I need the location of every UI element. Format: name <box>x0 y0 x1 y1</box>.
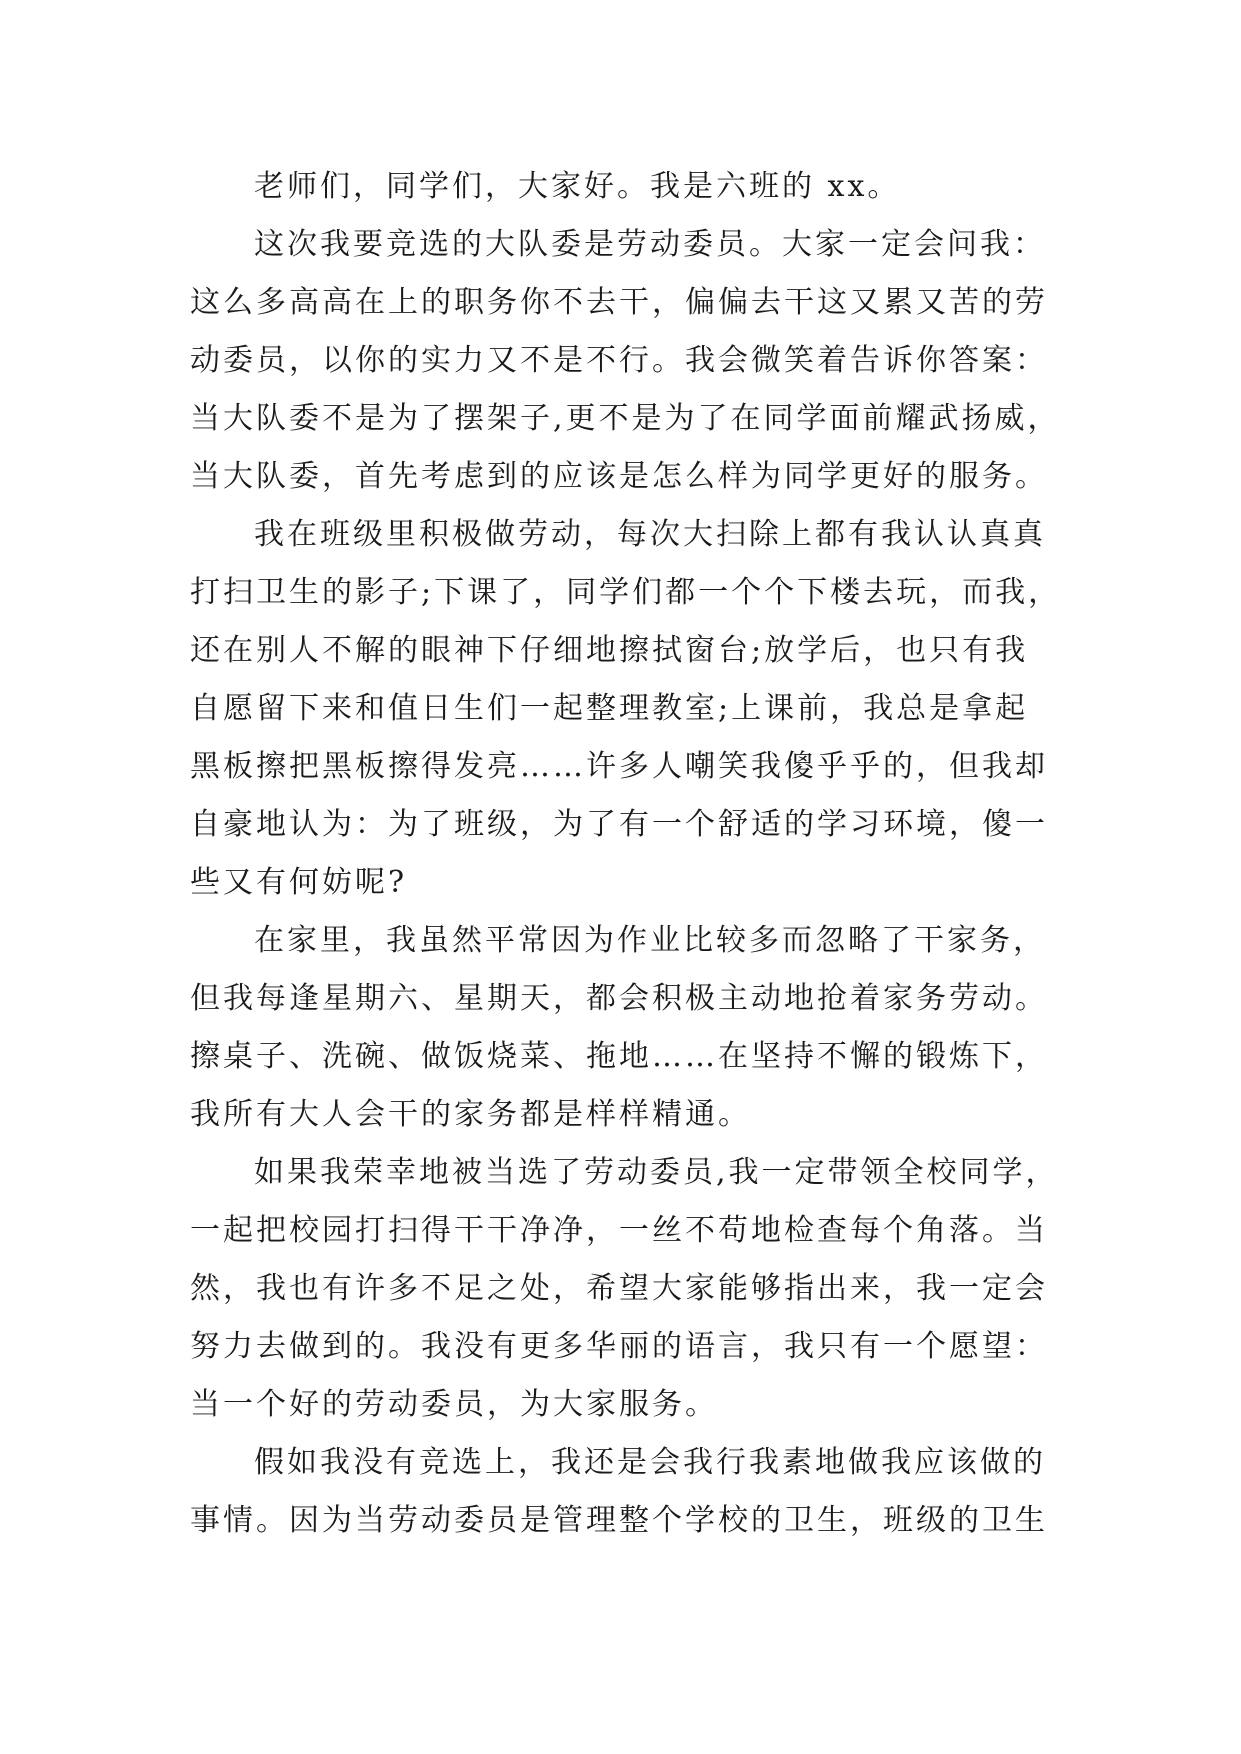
text-line: 如果我荣幸地被当选了劳动委员,我一定带领全校同学， <box>254 1155 1059 1190</box>
paragraph-3 <box>190 506 1070 912</box>
text-line: 黑板擦把黑板擦得发亮……许多人嘲笑我傻乎乎的，但我却 <box>190 749 1048 784</box>
text-line: 当大队委不是为了摆架子,更不是为了在同学面前耀武扬威， <box>190 401 1061 436</box>
text-line: 我所有大人会干的家务都是样样精通。 <box>190 1097 751 1132</box>
text-line: 一起把校园打扫得干干净净，一丝不苟地检查每个角落。当 <box>190 1213 1048 1248</box>
text-line: 动委员，以你的实力又不是不行。我会微笑着告诉你答案： <box>190 343 1048 378</box>
paragraph-6 <box>190 1434 1070 1550</box>
paragraph-4 <box>190 912 1070 1144</box>
text-line: 还在别人不解的眼神下仔细地擦拭窗台;放学后，也只有我 <box>190 633 1029 668</box>
text-line: 在家里，我虽然平常因为作业比较多而忽略了干家务， <box>254 923 1046 958</box>
document-body <box>190 158 1070 1550</box>
paragraph-2 <box>190 216 1070 506</box>
text-line: 自愿留下来和值日生们一起整理教室;上课前，我总是拿起 <box>190 691 1029 726</box>
text-line: 当大队委，首先考虑到的应该是怎么样为同学更好的服务。 <box>190 459 1048 494</box>
text-line: 老师们，同学们，大家好。我是六班的 xx。 <box>254 169 901 204</box>
text-line: 这么多高高在上的职务你不去干，偏偏去干这又累又苦的劳 <box>190 285 1048 320</box>
text-line: 擦桌子、洗碗、做饭烧菜、拖地……在坚持不懈的锻炼下， <box>190 1039 1048 1074</box>
text-line: 事情。因为当劳动委员是管理整个学校的卫生，班级的卫生 <box>190 1503 1048 1538</box>
text-line: 假如我没有竞选上，我还是会我行我素地做我应该做的 <box>254 1445 1046 1480</box>
text-line: 努力去做到的。我没有更多华丽的语言，我只有一个愿望： <box>190 1329 1048 1364</box>
text-line: 然，我也有许多不足之处，希望大家能够指出来，我一定会 <box>190 1271 1048 1306</box>
text-line: 自豪地认为：为了班级，为了有一个舒适的学习环境，傻一 <box>190 807 1048 842</box>
text-line: 这次我要竞选的大队委是劳动委员。大家一定会问我： <box>254 227 1046 262</box>
text-line: 但我每逢星期六、星期天，都会积极主动地抢着家务劳动。 <box>190 981 1048 1016</box>
text-line: 我在班级里积极做劳动，每次大扫除上都有我认认真真 <box>254 517 1046 552</box>
paragraph-5 <box>190 1144 1070 1434</box>
paragraph-1 <box>190 158 1070 216</box>
text-line: 当一个好的劳动委员，为大家服务。 <box>190 1387 718 1422</box>
text-line: 打扫卫生的影子;下课了，同学们都一个个下楼去玩，而我， <box>190 575 1062 610</box>
text-line: 些又有何妨呢? <box>190 865 408 900</box>
